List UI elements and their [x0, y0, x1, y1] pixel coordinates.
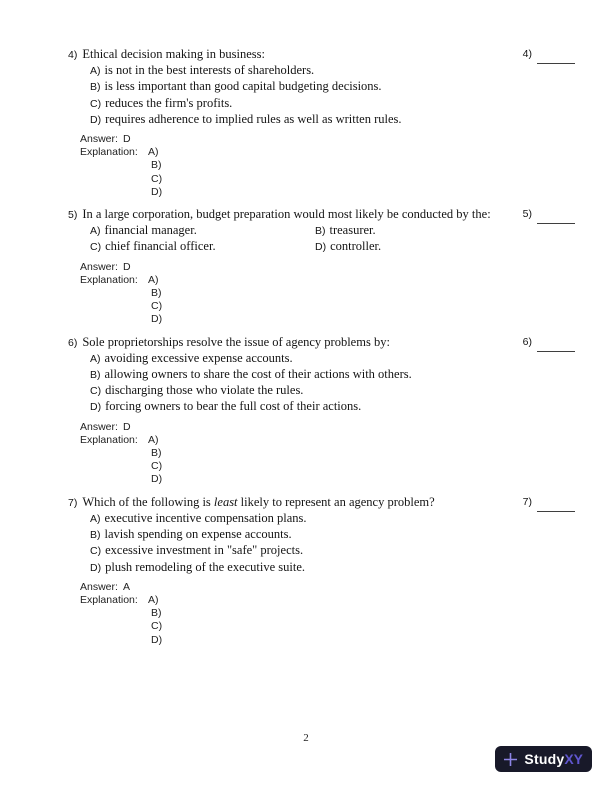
- explanation-letters: [148, 594, 162, 647]
- answer-slot: [523, 208, 575, 220]
- explanation-label: Explanation:: [80, 433, 138, 446]
- explanation: [80, 434, 575, 487]
- answer-line: [80, 133, 575, 146]
- option-b: [68, 527, 575, 543]
- option-d: [68, 560, 575, 576]
- option-d: [293, 239, 575, 255]
- explanation-letters: [148, 274, 162, 327]
- answer-block: [68, 581, 575, 647]
- answer-slot: [523, 48, 575, 60]
- option-b: [68, 79, 575, 95]
- question-4: [68, 47, 575, 199]
- answer-slot: [523, 496, 575, 508]
- options-list: [68, 223, 575, 255]
- question-title: [68, 335, 575, 351]
- question-number: 5): [68, 209, 78, 222]
- question-7: [68, 495, 575, 647]
- answer-block: [68, 261, 575, 327]
- option-letter: C): [90, 385, 102, 398]
- logo-text-xy: XY: [564, 751, 583, 767]
- explanation-letters: [148, 146, 162, 199]
- answer-slot-number: 7): [522, 495, 532, 508]
- option-letter: B): [90, 529, 101, 542]
- answer-blank-line: [537, 223, 575, 224]
- answer-value: D: [122, 133, 131, 146]
- explanation-label: Explanation:: [80, 273, 138, 286]
- answer-line: [80, 581, 575, 594]
- explanation-letter: D): [151, 473, 163, 486]
- answer-value: D: [122, 260, 131, 273]
- option-text: discharging those who violate the rules.: [105, 383, 304, 398]
- explanation-letter: D): [151, 185, 163, 198]
- option-a: [68, 63, 575, 79]
- question-text: Ethical decision making in business:: [82, 47, 265, 61]
- question-5: [68, 207, 575, 327]
- explanation-letter: C): [151, 300, 163, 313]
- question-title: [68, 47, 575, 63]
- option-letter: B): [90, 81, 101, 94]
- option-letter: A): [90, 225, 101, 238]
- explanation-letters: [148, 434, 162, 487]
- explanation-letter: D): [151, 313, 163, 326]
- option-a: [68, 223, 293, 239]
- studyxy-logo: [495, 746, 592, 772]
- answer-slot: [523, 336, 575, 348]
- option-text: avoiding excessive expense accounts.: [104, 350, 293, 365]
- explanation: [80, 146, 575, 199]
- option-text: allowing owners to share the cost of their actions with others.: [104, 367, 412, 382]
- option-letter: B): [90, 369, 101, 382]
- explanation-label: Explanation:: [80, 146, 138, 159]
- explanation: [80, 594, 575, 647]
- option-text: controller.: [330, 239, 382, 254]
- option-text: requires adherence to implied rules as well as written rules.: [105, 111, 402, 126]
- option-text: excessive investment in "safe" projects.: [105, 543, 304, 558]
- question-number: 4): [68, 49, 78, 61]
- question-text: Which of the following is least likely to represent an agency problem?: [82, 494, 435, 509]
- option-a: [68, 351, 575, 367]
- option-text: plush remodeling of the executive suite.: [105, 559, 306, 574]
- option-letter: D): [90, 113, 102, 126]
- question-text-italic: least: [213, 494, 238, 509]
- question-text: Sole proprietorships resolve the issue of agency problems by:: [82, 334, 390, 349]
- option-text: is less important than good capital budgeting decisions.: [104, 79, 382, 94]
- question-6: [68, 335, 575, 487]
- question-title: [68, 495, 575, 511]
- explanation-label: Explanation:: [80, 593, 138, 606]
- option-text: financial manager.: [104, 223, 197, 238]
- question-title: [68, 207, 575, 223]
- answer-blank-line: [537, 63, 575, 64]
- option-letter: D): [90, 561, 102, 574]
- option-text: executive incentive compensation plans.: [104, 510, 307, 525]
- answer-block: [68, 133, 575, 199]
- explanation: [80, 274, 575, 327]
- answer-slot-number: 5): [522, 208, 532, 221]
- option-a: [68, 511, 575, 527]
- option-letter: D): [315, 241, 327, 254]
- answer-blank-line: [537, 511, 575, 512]
- answer-slot-number: 6): [522, 335, 532, 348]
- plus-icon: [503, 752, 518, 767]
- option-letter: C): [90, 545, 102, 558]
- option-text: lavish spending on expense accounts.: [104, 527, 292, 542]
- option-letter: B): [315, 225, 326, 238]
- answer-slot-number: 4): [522, 48, 532, 60]
- explanation-letter: C): [151, 172, 163, 185]
- answer-blank-line: [537, 351, 575, 352]
- answer-value: D: [122, 420, 131, 433]
- answer-label: Answer:: [80, 580, 118, 593]
- option-b: [293, 223, 575, 239]
- option-text: treasurer.: [329, 223, 376, 238]
- options-list: [68, 63, 575, 128]
- explanation-letter: A): [148, 593, 159, 606]
- option-d: [68, 399, 575, 415]
- explanation-letter: B): [151, 159, 162, 172]
- option-letter: D): [90, 401, 102, 414]
- explanation-letter: C): [151, 620, 163, 633]
- page-content: [68, 47, 575, 655]
- option-text: forcing owners to bear the full cost of their actions.: [105, 399, 362, 414]
- option-text: reduces the firm's profits.: [105, 95, 233, 110]
- option-letter: A): [90, 65, 101, 78]
- answer-block: [68, 421, 575, 487]
- answer-value: A: [122, 580, 130, 593]
- option-d: [68, 112, 575, 128]
- answer-label: Answer:: [80, 260, 118, 273]
- option-c: [68, 543, 575, 559]
- option-letter: C): [90, 97, 102, 110]
- explanation-letter: A): [148, 433, 159, 446]
- question-text: In a large corporation, budget preparation would most likely be conducted by the:: [82, 207, 491, 222]
- option-c: [68, 383, 575, 399]
- answer-label: Answer:: [80, 420, 118, 433]
- explanation-letter: A): [148, 146, 159, 159]
- answer-line: [80, 261, 575, 274]
- answer-label: Answer:: [80, 133, 118, 146]
- answer-line: [80, 421, 575, 434]
- option-letter: A): [90, 512, 101, 525]
- logo-text-study: Study: [524, 751, 565, 767]
- options-list: [68, 511, 575, 576]
- option-letter: A): [90, 352, 101, 365]
- explanation-letter: B): [151, 447, 162, 460]
- explanation-letter: D): [151, 633, 163, 646]
- option-c: [68, 239, 293, 255]
- explanation-letter: A): [148, 273, 159, 286]
- option-letter: C): [90, 241, 102, 254]
- option-b: [68, 367, 575, 383]
- option-c: [68, 96, 575, 112]
- explanation-letter: B): [151, 607, 162, 620]
- explanation-letter: B): [151, 287, 162, 300]
- question-number: 6): [68, 336, 78, 349]
- option-text: chief financial officer.: [105, 239, 216, 254]
- options-list: [68, 351, 575, 416]
- question-number: 7): [68, 496, 78, 509]
- option-text: is not in the best interests of shareholders.: [104, 63, 315, 78]
- explanation-letter: C): [151, 460, 163, 473]
- page-number: 2: [303, 732, 309, 744]
